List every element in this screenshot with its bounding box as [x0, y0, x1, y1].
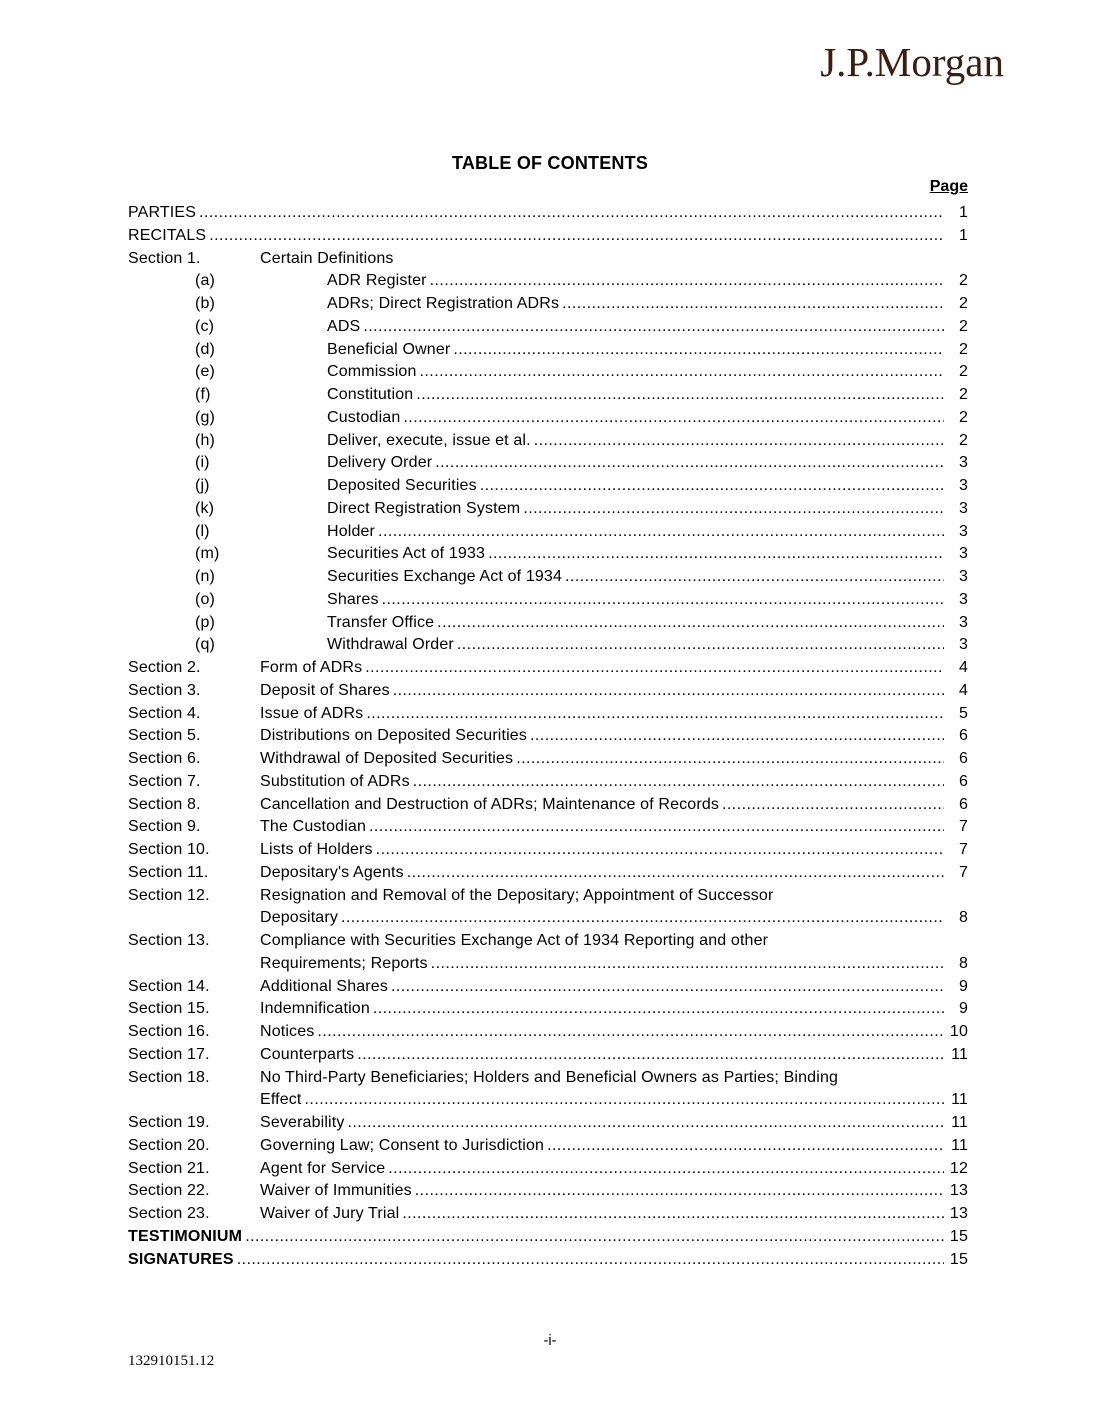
toc-entry-title: Additional Shares	[260, 977, 388, 995]
toc-entry	[128, 1158, 968, 1181]
toc-page-number: 15	[949, 1250, 968, 1268]
toc-page-number: 2	[958, 431, 968, 449]
toc-entry-continuation	[128, 953, 968, 976]
dot-leader	[437, 612, 944, 635]
toc-page-number: 6	[958, 750, 968, 767]
toc-entry-label: Section 10.	[128, 841, 210, 858]
dot-leader	[431, 953, 944, 976]
toc-entry-label: Section 19.	[128, 1114, 210, 1131]
toc-entry-title: Securities Exchange Act of 1934	[327, 568, 563, 585]
toc-page-number: 2	[958, 340, 968, 358]
toc-entry	[128, 657, 968, 680]
dot-leader	[363, 316, 944, 339]
toc-entry-label: Section 9.	[128, 818, 201, 836]
toc-entry-title: Compliance with Securities Exchange Act of 1934 Reporting and other	[260, 932, 769, 949]
toc-entry-title: Deliver, execute, issue et al.	[327, 431, 531, 449]
toc-entry	[128, 1067, 968, 1090]
dot-leader	[420, 361, 944, 384]
toc-entry-title: Holder	[327, 522, 376, 540]
toc-entry-label: Section 18.	[128, 1068, 210, 1086]
dot-leader	[416, 384, 944, 407]
dot-leader	[393, 680, 944, 703]
page-title: TABLE OF CONTENTS	[451, 153, 649, 173]
toc-entry	[128, 202, 968, 225]
toc-entry-title: Deposited Securities	[327, 477, 477, 494]
toc-page-number: 1	[958, 226, 968, 244]
toc-page-number: 10	[949, 1023, 968, 1040]
toc-entry	[128, 725, 968, 748]
toc-entry-label: Section 23.	[128, 1205, 210, 1222]
toc-page-number: 4	[958, 659, 968, 676]
toc-entry	[128, 1135, 968, 1158]
toc-page-number: 4	[958, 681, 968, 699]
toc-page-number: 12	[949, 1159, 968, 1177]
dot-leader	[382, 589, 944, 612]
toc-entry	[128, 225, 968, 248]
toc-entry	[128, 634, 968, 657]
toc-entry-title: Depositary's Agents	[260, 863, 404, 881]
toc-entry-title: ADRs; Direct Registration ADRs	[327, 295, 560, 312]
toc-entry-label: (c)	[195, 317, 215, 335]
toc-entry	[128, 566, 968, 589]
toc-entry	[128, 475, 968, 498]
toc-entry	[128, 748, 968, 771]
dot-leader	[366, 703, 944, 726]
toc-page-number: 11	[951, 1114, 968, 1131]
toc-entry-title: Commission	[327, 363, 417, 381]
toc-entry	[128, 498, 968, 521]
dot-leader	[403, 407, 944, 430]
dot-leader	[565, 566, 944, 589]
toc-entry-title: Indemnification	[260, 1000, 370, 1018]
toc-entry	[128, 1180, 968, 1203]
toc-entry	[128, 1021, 968, 1044]
dot-leader	[530, 725, 944, 748]
toc-entry	[128, 1203, 968, 1226]
toc-entry-title: Securities Act of 1933	[327, 545, 486, 563]
toc-entry	[128, 976, 968, 999]
dot-leader	[369, 816, 944, 839]
toc-page-number: 3	[958, 613, 968, 631]
dot-leader	[413, 771, 944, 794]
toc-entry-title: Severability	[260, 1114, 345, 1131]
dot-leader	[317, 1021, 943, 1044]
toc-page-number: 7	[958, 818, 968, 836]
toc-entry	[128, 794, 968, 817]
toc-page-number: 13	[949, 1205, 968, 1222]
toc-entry-title: Counterparts	[260, 1045, 355, 1063]
dot-leader	[365, 657, 944, 680]
toc-entry-label: (e)	[195, 363, 216, 381]
toc-entry-label: (o)	[195, 590, 216, 608]
toc-entry	[128, 885, 968, 908]
toc-entry-label: Section 12.	[128, 886, 210, 904]
toc-page-number: 3	[958, 522, 968, 540]
toc-entry	[128, 998, 968, 1021]
toc-entry-title: Substitution of ADRs	[260, 772, 410, 790]
toc-entry	[128, 589, 968, 612]
toc-entry-title: Constitution	[327, 386, 414, 403]
dot-leader	[516, 748, 944, 771]
toc-entry-title: Deposit of Shares	[260, 681, 390, 699]
toc-entry-title: Direct Registration System	[327, 499, 521, 517]
toc-entry-title: Resignation and Removal of the Depositary; Appointment of Successor	[260, 886, 774, 904]
toc-entry-title: Effect	[260, 1091, 302, 1109]
toc-page-number: 11	[951, 1091, 968, 1109]
toc-page-number: 3	[958, 454, 968, 472]
dot-leader	[376, 839, 944, 862]
toc-entry-label: (b)	[195, 295, 216, 312]
toc-entry-label: (a)	[195, 272, 216, 290]
toc-page-number: 2	[958, 408, 968, 426]
toc-entry-title: Transfer Office	[327, 613, 435, 631]
dot-leader	[237, 1249, 944, 1272]
toc-entry-title: ADR Register	[327, 272, 427, 290]
toc-entry	[128, 1226, 968, 1249]
toc-page-number: 11	[951, 1136, 968, 1154]
toc-entry-title: Cancellation and Destruction of ADRs; Maintenance of Records	[260, 795, 720, 813]
dot-leader	[435, 452, 944, 475]
toc-entry-title: Distributions on Deposited Securities	[260, 727, 528, 745]
toc-entry-label: Section 4.	[128, 704, 201, 722]
dot-leader	[199, 202, 944, 225]
toc-page-number: 3	[958, 499, 968, 517]
toc-entry-title: Issue of ADRs	[260, 704, 364, 722]
dot-leader	[391, 976, 944, 999]
toc-entry-title: Notices	[260, 1023, 315, 1040]
toc-entry-label: Section 17.	[128, 1045, 210, 1063]
toc-page-number: 7	[958, 841, 968, 858]
toc-entry-title: PARTIES	[128, 204, 197, 221]
toc-entry-label: Section 7.	[128, 772, 201, 790]
toc-entry-label: (d)	[195, 340, 216, 358]
toc-entry	[128, 248, 968, 271]
toc-entry	[128, 407, 968, 430]
toc-page-number: 3	[958, 590, 968, 608]
toc-entry-label: (i)	[195, 454, 210, 472]
toc-entry-label: Section 15.	[128, 1000, 210, 1018]
toc-entry-label: Section 2.	[128, 659, 201, 676]
toc-page-number: 2	[958, 295, 968, 312]
toc-entry-title: Requirements; Reports	[260, 954, 428, 972]
dot-leader	[373, 998, 944, 1021]
toc-entry	[128, 339, 968, 362]
toc-entry-label: Section 3.	[128, 681, 201, 699]
toc-page-number: 11	[951, 1045, 968, 1063]
toc-entry-label: Section 8.	[128, 795, 201, 813]
toc-entry	[128, 862, 968, 885]
toc-page-number: 3	[958, 545, 968, 563]
toc-entry	[128, 361, 968, 384]
toc-entry-label: (l)	[195, 522, 210, 540]
toc-entry	[128, 316, 968, 339]
toc-page-number: 1	[958, 204, 968, 221]
toc-entry-label: Section 16.	[128, 1023, 210, 1040]
toc-entry-title: ADS	[327, 317, 361, 335]
toc-entry-title: Withdrawal of Deposited Securities	[260, 750, 514, 767]
toc-entry-continuation	[128, 1089, 968, 1112]
toc-entry	[128, 1249, 968, 1272]
toc-entry	[128, 680, 968, 703]
toc-page-number: 7	[958, 863, 968, 881]
toc-entry-label: Section 1.	[128, 249, 201, 267]
toc-entry-label: Section 21.	[128, 1159, 210, 1177]
toc-entry	[128, 816, 968, 839]
dot-leader	[562, 293, 944, 316]
toc-page-number: 6	[958, 772, 968, 790]
toc-entry	[128, 612, 968, 635]
toc-entry	[128, 930, 968, 953]
toc-entry-title: Delivery Order	[327, 454, 433, 472]
toc-page-number: 13	[949, 1182, 968, 1200]
toc-page-number: 9	[958, 977, 968, 995]
dot-leader	[547, 1135, 944, 1158]
toc-entry-label: (m)	[195, 545, 220, 563]
toc-entry-title: Waiver of Immunities	[260, 1182, 412, 1200]
toc-entry	[128, 430, 968, 453]
toc-entry-title: Custodian	[327, 408, 401, 426]
toc-entry-label: Section 11.	[128, 863, 209, 881]
toc-entry-label: (q)	[195, 636, 216, 654]
toc-entry-title: Beneficial Owner	[327, 340, 451, 358]
dot-leader	[388, 1158, 944, 1181]
toc-page-number: 3	[958, 477, 968, 494]
toc-entry-title: No Third-Party Beneficiaries; Holders and Beneficial Owners as Parties; Binding	[260, 1068, 839, 1086]
toc-entry-label: Section 20.	[128, 1136, 210, 1154]
dot-leader	[488, 543, 944, 566]
toc-entry-title: Waiver of Jury Trial	[260, 1205, 400, 1222]
toc-entry-title: Lists of Holders	[260, 841, 373, 858]
toc-entry-label: Section 22.	[128, 1182, 210, 1200]
toc-entry	[128, 1044, 968, 1067]
toc-page-number: 8	[958, 909, 968, 927]
toc-entry-title: SIGNATURES	[128, 1250, 234, 1268]
toc-entry	[128, 270, 968, 293]
toc-entry-label: (f)	[195, 386, 211, 403]
toc-entry	[128, 839, 968, 862]
toc-entry-title: Agent for Service	[260, 1159, 386, 1177]
footer-document-number: 132910151.12	[128, 1353, 215, 1369]
toc-page-number: 8	[958, 954, 968, 972]
dot-leader	[209, 225, 944, 248]
page-column-header: Page	[929, 178, 968, 195]
toc-entry	[128, 543, 968, 566]
toc-entry	[128, 521, 968, 544]
toc-entry	[128, 293, 968, 316]
toc-entry-title: Certain Definitions	[260, 249, 394, 267]
toc-page-number: 2	[958, 363, 968, 381]
dot-leader	[357, 1044, 944, 1067]
toc-entry	[128, 452, 968, 475]
jpmorgan-logo: J.P.Morgan	[820, 39, 1004, 85]
toc-entry	[128, 703, 968, 726]
toc-entry-title: TESTIMONIUM	[128, 1227, 243, 1245]
toc-entry-label: (h)	[195, 431, 216, 449]
dot-leader	[348, 1112, 944, 1135]
toc-page-number: 3	[958, 568, 968, 585]
dot-leader	[534, 430, 944, 453]
dot-leader	[457, 634, 944, 657]
toc-entry	[128, 384, 968, 407]
toc-entry	[128, 771, 968, 794]
toc-entry-label: (p)	[195, 613, 216, 631]
toc-page-number: 6	[958, 795, 968, 813]
toc-entry	[128, 1112, 968, 1135]
toc-page-number: 6	[958, 727, 968, 745]
toc-entry-continuation	[128, 907, 968, 930]
toc-page-number: 15	[949, 1227, 968, 1245]
footer-page-number: -i-	[543, 1333, 557, 1349]
toc-page-number: 2	[958, 317, 968, 335]
dot-leader	[341, 907, 944, 930]
toc-page-number: 2	[958, 386, 968, 403]
dot-leader	[415, 1180, 944, 1203]
dot-leader	[453, 339, 944, 362]
toc-entry-title: Form of ADRs	[260, 659, 363, 676]
toc-page-number: 2	[958, 272, 968, 290]
dot-leader	[480, 475, 944, 498]
toc-entry-label: (k)	[195, 499, 215, 517]
dot-leader	[402, 1203, 944, 1226]
toc-entry-label: Section 13.	[128, 932, 210, 949]
dot-leader	[523, 498, 944, 521]
toc-entry-label: (j)	[195, 477, 210, 494]
toc-entry-title: Shares	[327, 590, 379, 608]
toc-entry-title: RECITALS	[128, 226, 207, 244]
dot-leader	[407, 862, 944, 885]
toc-entry-label: Section 6.	[128, 750, 201, 767]
toc-entry-label: (n)	[195, 568, 216, 585]
table-of-contents	[128, 202, 968, 1271]
dot-leader	[430, 270, 944, 293]
toc-entry-title: Governing Law; Consent to Jurisdiction	[260, 1136, 545, 1154]
toc-page-number: 9	[958, 1000, 968, 1018]
dot-leader	[378, 521, 944, 544]
toc-entry-label: Section 14.	[128, 977, 210, 995]
toc-page-number: 5	[958, 704, 968, 722]
toc-entry-title: Withdrawal Order	[327, 636, 454, 654]
dot-leader	[305, 1089, 944, 1112]
toc-entry-title: Depositary	[260, 909, 338, 927]
toc-entry-title: The Custodian	[260, 818, 367, 836]
dot-leader	[722, 794, 944, 817]
toc-entry-label: (g)	[195, 408, 216, 426]
dot-leader	[245, 1226, 944, 1249]
toc-page-number: 3	[958, 636, 968, 654]
toc-entry-label: Section 5.	[128, 727, 201, 745]
